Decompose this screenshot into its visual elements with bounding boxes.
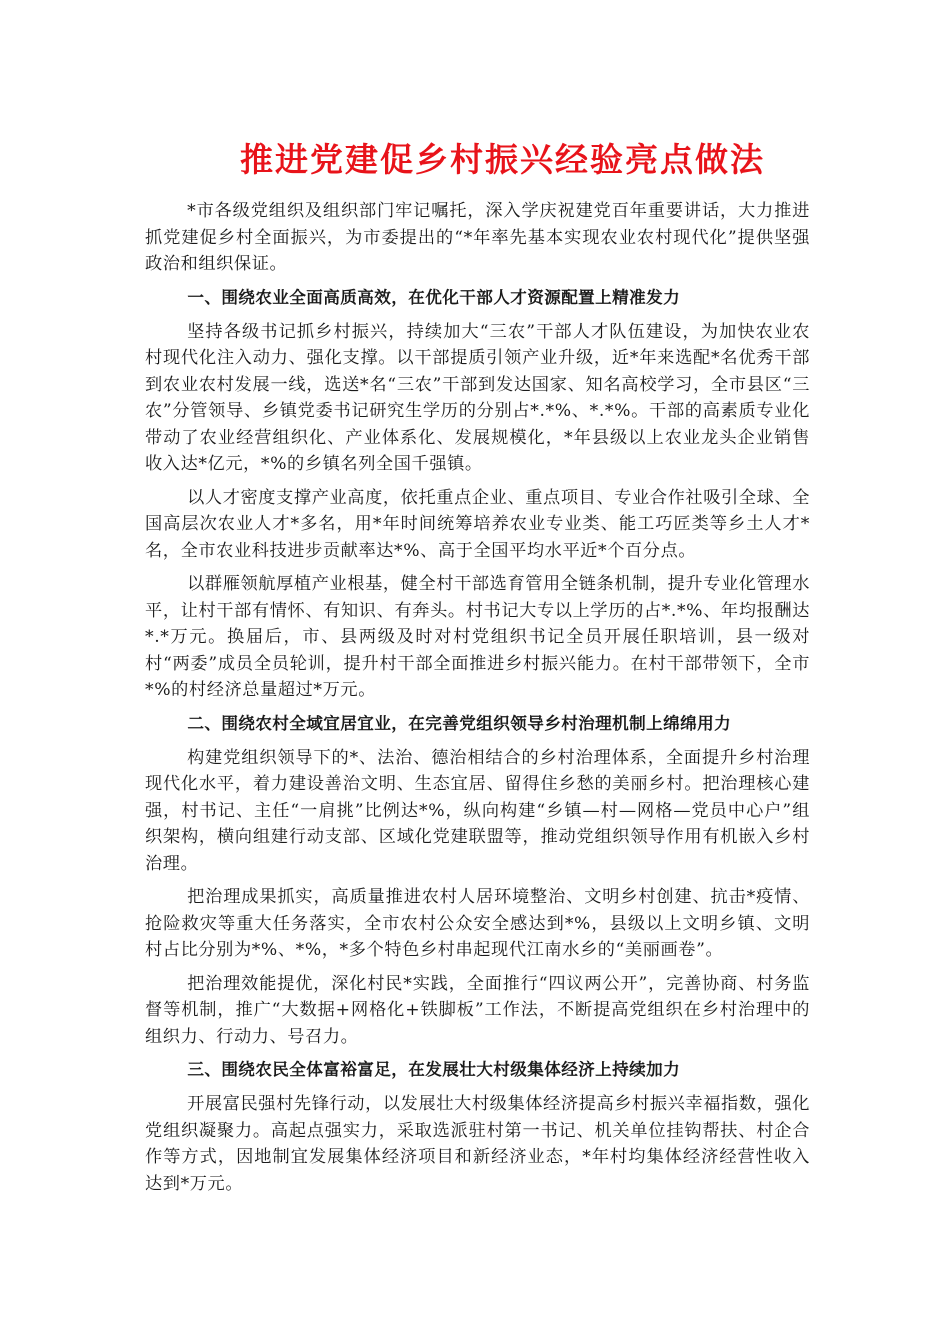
section-heading: 一、围绕农业全面高质高效，在优化干部人才资源配置上精准发力 (187, 287, 681, 307)
section-paragraph: 把治理成果抓实，高质量推进农村人居环境整治、文明乡村创建、抗击*疫情、抢险救灾等重大任务落实，全市农村公众安全感达到*%，县级以上文明乡镇、文明村占比分别为*%、*%，*多个特色乡村串起现代江南水乡的“美丽画卷”。 (145, 887, 810, 960)
section-2 (145, 711, 810, 1051)
section-paragraph: 构建党组织领导下的*、法治、德治相结合的乡村治理体系，全面提升乡村治理现代化水平，着力建设善治文明、生态宜居、留得住乡愁的美丽乡村。把治理核心建强，村书记、主任“一肩挑”比例达*%，纵向构建“乡镇—村—网格—党员中心户”组织架构，横向组建行动支部、区域化党建联盟等，推动党组织领导作用有机嵌入乡村治理。 (145, 747, 810, 874)
document-title: 推进党建促乡村振兴经验亮点做法 (240, 140, 765, 179)
document-page (145, 138, 810, 1204)
section-heading: 二、围绕农村全域宜居宜业，在完善党组织领导乡村治理机制上绵绵用力 (187, 713, 732, 733)
section-heading: 三、围绕农民全体富裕富足，在发展壮大村级集体经济上持续加力 (187, 1060, 681, 1079)
section-paragraph: 坚持各级书记抓乡村振兴，持续加大“三农”干部人才队伍建设，为加快农业农村现代化注入动力、强化支撑。以干部提质引领产业升级，近*年来选配*名优秀干部到农业农村发展一线，选送*名“三农”干部到发达国家、知名高校学习，全市县区“三农”分管领导、乡镇党委书记研究生学历的分别占*.*%、*.*%。干部的高素质专业化带动了农业经营组织化、产业体系化、发展规模化，*年县级以上农业龙头企业销售收入达*亿元，*%的乡镇名列全国千强镇。 (145, 321, 810, 474)
intro-paragraph: *市各级党组织及组织部门牢记嘱托，深入学庆祝建党百年重要讲话，大力推进抓党建促乡村全面振兴，为市委提出的“*年率先基本实现农业农村现代化”提供坚强政治和组织保证。 (145, 201, 810, 274)
section-paragraph: 以人才密度支撑产业高度，依托重点企业、重点项目、专业合作社吸引全球、全国高层次农业人才*多名，用*年时间统筹培养农业专业类、能工巧匠类等乡土人才*名，全市农业科技进步贡献率达*%、高于全国平均水平近*个百分点。 (145, 487, 810, 561)
section-3 (145, 1057, 810, 1197)
section-paragraph: 开展富民强村先锋行动，以发展壮大村级集体经济提高乡村振兴幸福指数，强化党组织凝聚力。高起点强实力，采取选派驻村第一书记、机关单位挂钩帮扶、村企合作等方式，因地制宜发展集体经济项目和新经济业态，*年村均集体经济经营性收入达到*万元。 (145, 1094, 810, 1194)
section-paragraph: 把治理效能提优，深化村民*实践，全面推行“四议两公开”，完善协商、村务监督等机制，推广“大数据+网格化+铁脚板”工作法，不断提高党组织在乡村治理中的组织力、行动力、号召力。 (145, 973, 810, 1047)
section-1 (145, 285, 810, 704)
section-paragraph: 以群雁领航厚植产业根基，健全村干部选育管用全链条机制，提升专业化管理水平，让村干部有情怀、有知识、有奔头。村书记大专以上学历的占*.*%、年均报酬达*.*万元。换届后，市、县两级及时对村党组织书记全员开展任职培训，县一级对村“两委”成员全员轮训，提升村干部全面推进乡村振兴能力。在村干部带领下，全市*%的村经济总量超过*万元。 (145, 574, 810, 700)
